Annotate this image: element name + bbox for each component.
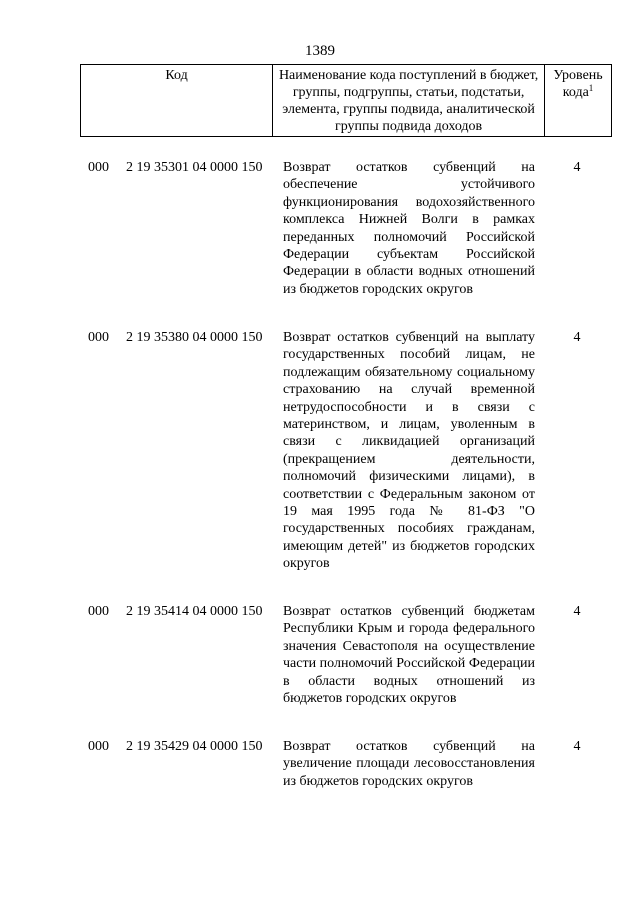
header-name: Наименование кода поступлений в бюджет, группы, подгруппы, статьи, подстатьи, элемента, группы подвида, аналитической группы подвида доходов — [273, 65, 545, 137]
admin-code: 000 — [88, 739, 109, 754]
code-level: 4 — [573, 330, 581, 345]
table-row — [0, 329, 640, 603]
income-code: 2 19 35301 04 0000 150 — [126, 160, 263, 175]
admin-code: 000 — [88, 330, 109, 345]
income-name: Возврат остатков субвенций на обеспечение устойчивого функционирования водохозяйственного комплекса Нижней Волги в рамках переданных полномочий Российской Федерации субъектам Российской Федерации в области водных отношений из бюджетов городских округов — [283, 160, 535, 297]
income-code: 2 19 35414 04 0000 150 — [126, 604, 263, 619]
page-number: 1389 — [305, 43, 335, 59]
code-level: 4 — [573, 160, 581, 175]
admin-code: 000 — [88, 160, 109, 175]
header-level — [545, 65, 612, 137]
code-level: 4 — [573, 604, 581, 619]
income-code: 2 19 35380 04 0000 150 — [126, 330, 263, 345]
table-body — [0, 159, 640, 818]
footnote-marker: 1 — [588, 83, 594, 93]
table-row — [0, 603, 640, 738]
table-row — [0, 159, 640, 329]
table-row — [0, 738, 640, 818]
income-name: Возврат остатков субвенций на выплату государственных пособий лицам, не подлежащим обязательному социальному страхованию на случай временной нетрудоспособности и в связи с материнством, и лицам, уволенным в связи с ликвидацией организаций (прекращением деятельности, полномочий физическими лицами), в соответствии с Федеральным законом от 19 мая 1995 года № 81-ФЗ "О государственных пособиях гражданам, имеющим детей" из бюджетов городских округов — [283, 330, 535, 572]
code-level: 4 — [573, 739, 581, 754]
header-level-label: Уровень кода — [553, 68, 603, 100]
header-code: Код — [81, 65, 273, 137]
income-code: 2 19 35429 04 0000 150 — [126, 739, 263, 754]
admin-code: 000 — [88, 604, 109, 619]
table-header — [80, 64, 612, 137]
income-name: Возврат остатков субвенций на увеличение площади лесовосстановления из бюджетов городских округов — [283, 739, 535, 789]
income-name: Возврат остатков субвенций бюджетам Республики Крым и города федерального значения Севастополя на осуществление части полномочий Российской Федерации в области водных отношений из бюджетов городских округов — [283, 604, 535, 707]
